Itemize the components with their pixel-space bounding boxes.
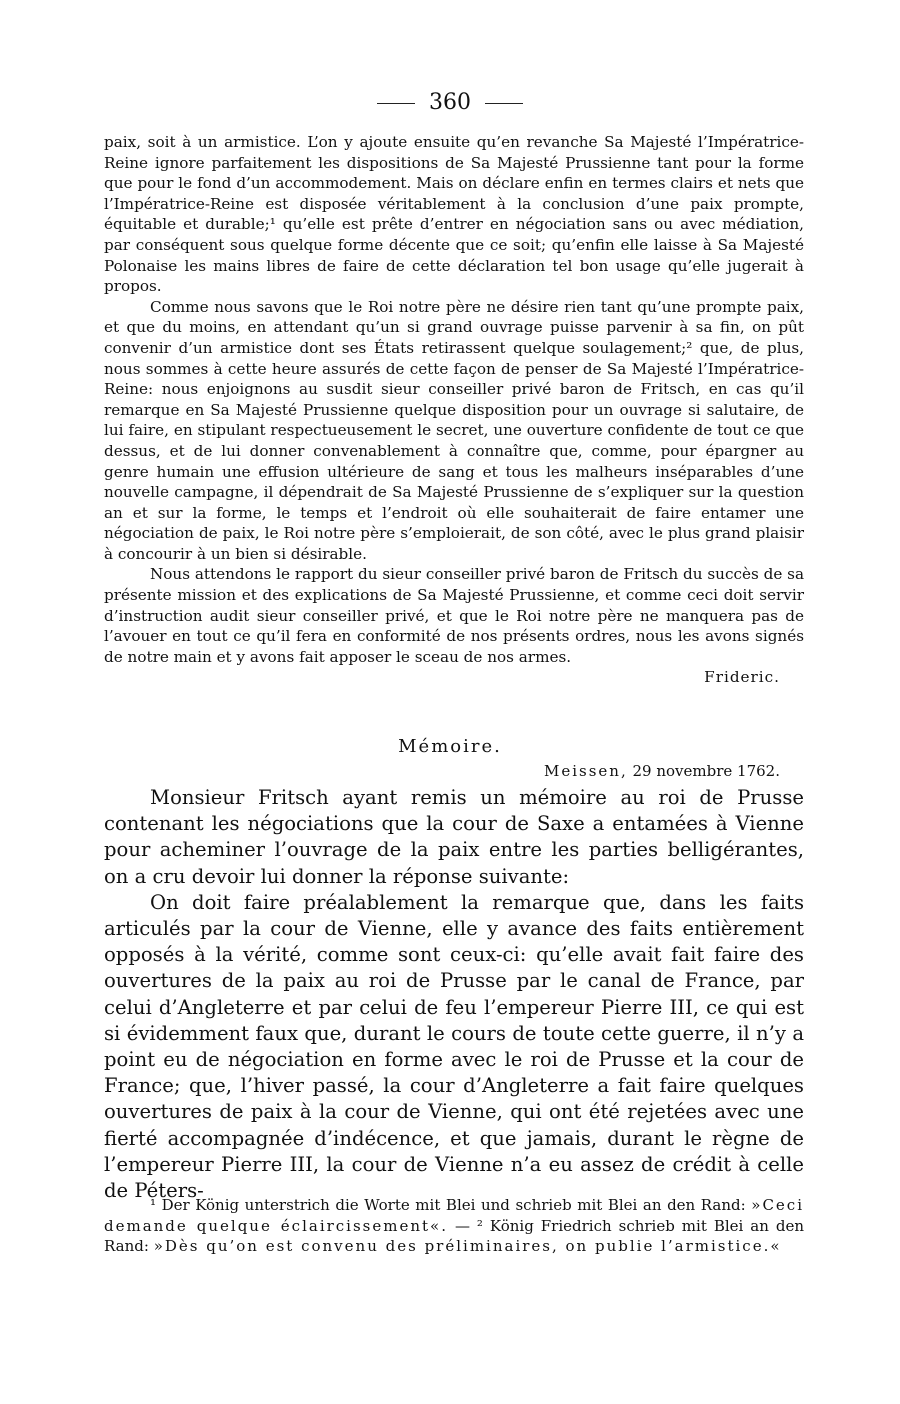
letter-text	[104, 132, 804, 688]
page-number: 360	[429, 90, 471, 115]
page-number-header	[0, 90, 900, 115]
letter-paragraph-2: Comme nous savons que le Roi notre père ne désire rien tant qu’une prompte paix, et que du moins, en attendant qu’un si grand ouvrage puisse parvenir à sa fin, on pût convenir d’un armistice dont ses États retirassent quelque soulagement;² que, de plus, nous sommes à cette heure assurés de cette façon de penser de Sa Majesté l’Impératrice-Reine: nous enjoignons au susdit sieur conseiller privé baron de Fritsch, en cas qu’il remarque en Sa Majesté Prussienne quelque disposition pour un ouvrage si salutaire, de lui faire, en stipulant respectueusement le secret, une ouverture confidente de tout ce que dessus, et de lui donner convenablement à connaître que, comme, pour épargner au genre humain une effusion ultérieure de sang et tous les malheurs inséparables d’une nouvelle campagne, il dépendrait de Sa Majesté Prussienne de s’expliquer sur la question an et sur la forme, le temps et l’endroit où elle souhaiterait de faire entamer une négociation de paix, le Roi notre père s’emploierait, de son côté, avec le plus grand plaisir à concourir à un bien si désirable.	[104, 297, 804, 563]
memoire-paragraph-1: Monsieur Fritsch ayant remis un mémoire au roi de Prusse contenant les négociations que la cour de Saxe a entamées à Vienne pour acheminer l’ouvrage de la paix entre les parties belligérantes, on a cru devoir lui donner la réponse suivante:	[104, 786, 804, 888]
memoire-paragraph-2: On doit faire préalablement la remarque que, dans les faits articulés par la cour de Vienne, elle y avance des faits entièrement opposés à la vérité, comme sont ceux-ci: qu’elle avait fait faire des ouvertures de la paix au roi de Prusse par le canal de France, par celui d’Angleterre et par celui de feu l’empereur Pierre III, ce qui est si évidemment faux que, durant le cours de toute cette guerre, il n’y a point eu de négociation en forme avec le roi de Prusse et la cour de France; que, l’hiver passé, la cour d’Angleterre a fait faire quelques ouvertures de paix à la cour de Vienne, qui ont été rejetées avec une fierté accompagnée d’indécence, et que jamais, durant le règne de l’empereur Pierre III, la cour de Vienne n’a eu assez de crédit à celle de Péters-	[104, 890, 804, 1203]
letter-paragraph-3: Nous attendons le rapport du sieur conseiller privé baron de Fritsch du succès de sa présente mission et des explications de Sa Majesté Prussienne, et comme ceci doit servir d’instruction audit sieur conseiller privé, et que le Roi notre père ne manquera pas de l’avouer en tout ce qu’il fera en conformité de nos présents ordres, nous les avons signés de notre main et y avons fait apposer le sceau de nos armes.	[104, 565, 804, 666]
memoire-dateline	[104, 762, 780, 780]
memoire-heading: Mémoire.	[398, 736, 502, 757]
footnote-1-quote: »Ceci demande quelque éclaircissement«.	[104, 1196, 804, 1235]
footnotes	[104, 1195, 804, 1257]
memoire-place: Meissen,	[544, 762, 628, 780]
letter-signature: Frideric.	[704, 668, 780, 687]
footnote-1-intro: ¹ Der König unterstrich die Worte mit Blei und schrieb mit Blei an den Rand:	[150, 1196, 746, 1214]
memoire-date: 29 novembre 1762.	[632, 762, 780, 780]
page-number-left-dash	[377, 103, 415, 104]
page-number-right-dash	[485, 103, 523, 104]
footnote-2-intro: — ² König Friedrich schrieb mit Blei an den Rand:	[104, 1216, 804, 1256]
memoire-text	[104, 785, 804, 1204]
footnote-2-quote: »Dès qu’on est convenu des préliminaires, on publie l’armistice.«	[153, 1237, 782, 1256]
footnote-text	[104, 1195, 804, 1257]
letter-paragraph-1: paix, soit à un armistice. L’on y ajoute ensuite qu’en revanche Sa Majesté l’Impératrice-Reine ignore parfaitement les dispositions de Sa Majesté Prussienne tant pour la forme que pour le fond d’un accommodement. Mais on déclare enfin en termes clairs et nets que l’Impératrice-Reine est disposée véritablement à la conclusion d’une paix prompte, équitable et durable;¹ qu’elle est prête d’entrer en négociation sans ou avec médiation, par conséquent sous quelque forme décente que ce soit; qu’enfin elle laisse à Sa Majesté Polonaise les mains libres de faire de cette déclaration tel bon usage qu’elle jugerait à propos.	[104, 133, 804, 296]
